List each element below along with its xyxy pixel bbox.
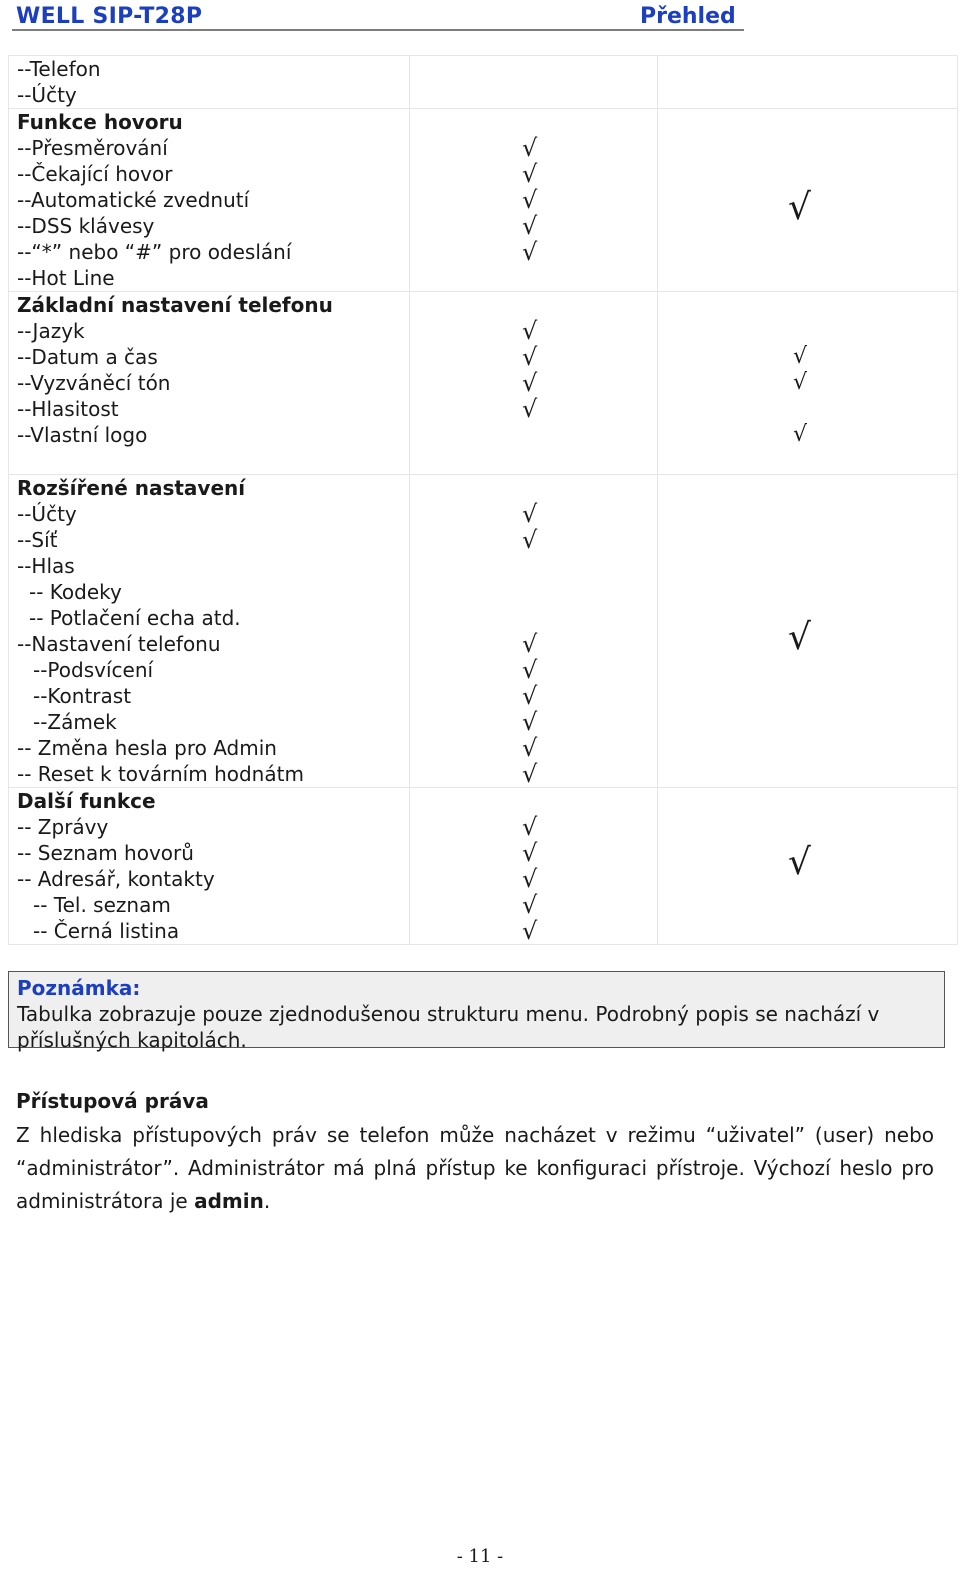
table-row — [9, 109, 958, 292]
menu-item: --Účty — [17, 83, 77, 107]
menu-cell — [9, 109, 410, 292]
table-row — [9, 788, 958, 945]
menu-item: --Telefon — [17, 57, 101, 81]
note-text: Tabulka zobrazuje pouze zjednodušenou strukturu menu. Podrobný popis se nachází v příslušných kapitolách. — [17, 1002, 880, 1052]
check-mark: √ — [522, 813, 538, 841]
menu-item: --Účty — [17, 502, 77, 526]
check-mark: √ — [522, 865, 538, 893]
check-mark: √ — [793, 344, 808, 369]
check-mark: √ — [522, 656, 538, 684]
admin-column-cell — [658, 475, 958, 788]
menu-item: --Kontrast — [33, 684, 132, 708]
check-mark: √ — [788, 617, 811, 658]
menu-structure-table — [8, 55, 958, 945]
menu-item: --Hot Line — [17, 266, 115, 290]
admin-column-cell — [658, 56, 958, 109]
menu-cell — [9, 475, 410, 788]
check-mark: √ — [522, 134, 538, 162]
check-mark: √ — [522, 526, 538, 554]
menu-item: -- Černá listina — [33, 919, 180, 943]
check-mark: √ — [793, 422, 808, 447]
menu-group-title: Další funkce — [17, 789, 156, 813]
check-mark: √ — [522, 734, 538, 762]
check-mark: √ — [522, 212, 538, 240]
header-rule — [12, 29, 744, 31]
menu-item: --Čekající hovor — [17, 162, 173, 186]
note-title: Poznámka: — [17, 976, 141, 1000]
table-row — [9, 475, 958, 788]
menu-cell — [9, 56, 410, 109]
check-mark: √ — [522, 630, 538, 658]
menu-item: --Zámek — [33, 710, 117, 734]
access-rights-paragraph — [16, 1119, 934, 1218]
menu-item: -- Seznam hovorů — [17, 841, 194, 865]
user-column-cell — [410, 109, 658, 292]
check-mark: √ — [522, 317, 538, 345]
check-mark: √ — [522, 839, 538, 867]
menu-cell — [9, 292, 410, 475]
paragraph-end: . — [263, 1189, 271, 1213]
check-mark: √ — [522, 238, 538, 266]
menu-item: -- Reset k továrním hodnátm — [17, 762, 304, 786]
check-mark: √ — [788, 842, 811, 883]
check-mark: √ — [788, 187, 811, 228]
menu-group-title: Rozšířené nastavení — [17, 476, 246, 500]
menu-group-title: Funkce hovoru — [17, 110, 183, 134]
paragraph-text: Z hlediska přístupových práv se telefon může nacházet v režimu “uživatel” (user) nebo “administrátor”. Administrátor má plná přístup ke konfiguraci přístroje. Výchozí heslo pro administrátora je — [16, 1123, 934, 1213]
menu-item: --Vlastní logo — [17, 423, 148, 447]
table-row — [9, 56, 958, 109]
access-rights-heading: Přístupová práva — [16, 1089, 209, 1113]
note-box — [8, 971, 945, 1052]
menu-item: --“*” nebo “#” pro odeslání — [17, 240, 292, 264]
check-mark: √ — [522, 395, 538, 423]
menu-item: --Hlas — [17, 554, 75, 578]
menu-item: --Datum a čas — [17, 345, 158, 369]
check-mark: √ — [522, 917, 538, 945]
menu-item: -- Tel. seznam — [33, 893, 171, 917]
menu-item: -- Adresář, kontakty — [17, 867, 215, 891]
user-column-cell — [410, 292, 658, 475]
check-mark: √ — [522, 682, 538, 710]
check-mark: √ — [522, 186, 538, 214]
check-mark: √ — [793, 370, 808, 395]
check-mark: √ — [522, 369, 538, 397]
table-row — [9, 292, 958, 475]
admin-column-cell — [658, 292, 958, 475]
menu-item: --Síť — [17, 528, 58, 552]
menu-item: --DSS klávesy — [17, 214, 155, 238]
menu-item: -- Změna hesla pro Admin — [17, 736, 277, 760]
check-mark: √ — [522, 500, 538, 528]
user-column-cell — [410, 788, 658, 945]
default-password: admin — [194, 1189, 264, 1213]
menu-cell — [9, 788, 410, 945]
check-mark: √ — [522, 760, 538, 788]
check-mark: √ — [522, 160, 538, 188]
menu-item: --Hlasitost — [17, 397, 119, 421]
check-mark: √ — [522, 708, 538, 736]
section-title: Přehled — [640, 4, 736, 29]
menu-item: -- Potlačení echa atd. — [29, 606, 241, 630]
menu-item: --Vyzváněcí tón — [17, 371, 171, 395]
menu-item: --Automatické zvednutí — [17, 188, 250, 212]
user-column-cell — [410, 56, 658, 109]
admin-column-cell — [658, 109, 958, 292]
menu-item: --Přesměrování — [17, 136, 168, 160]
menu-item: --Podsvícení — [33, 658, 154, 682]
menu-item: -- Zprávy — [17, 815, 109, 839]
page-number: - 11 - — [456, 1546, 504, 1567]
admin-column-cell — [658, 788, 958, 945]
check-mark: √ — [522, 891, 538, 919]
menu-group-title: Základní nastavení telefonu — [17, 293, 333, 317]
user-column-cell — [410, 475, 658, 788]
check-mark: √ — [522, 343, 538, 371]
menu-item: --Nastavení telefonu — [17, 632, 221, 656]
document-title: WELL SIP-T28P — [16, 4, 203, 29]
menu-item: -- Kodeky — [29, 580, 122, 604]
menu-item: --Jazyk — [17, 319, 85, 343]
